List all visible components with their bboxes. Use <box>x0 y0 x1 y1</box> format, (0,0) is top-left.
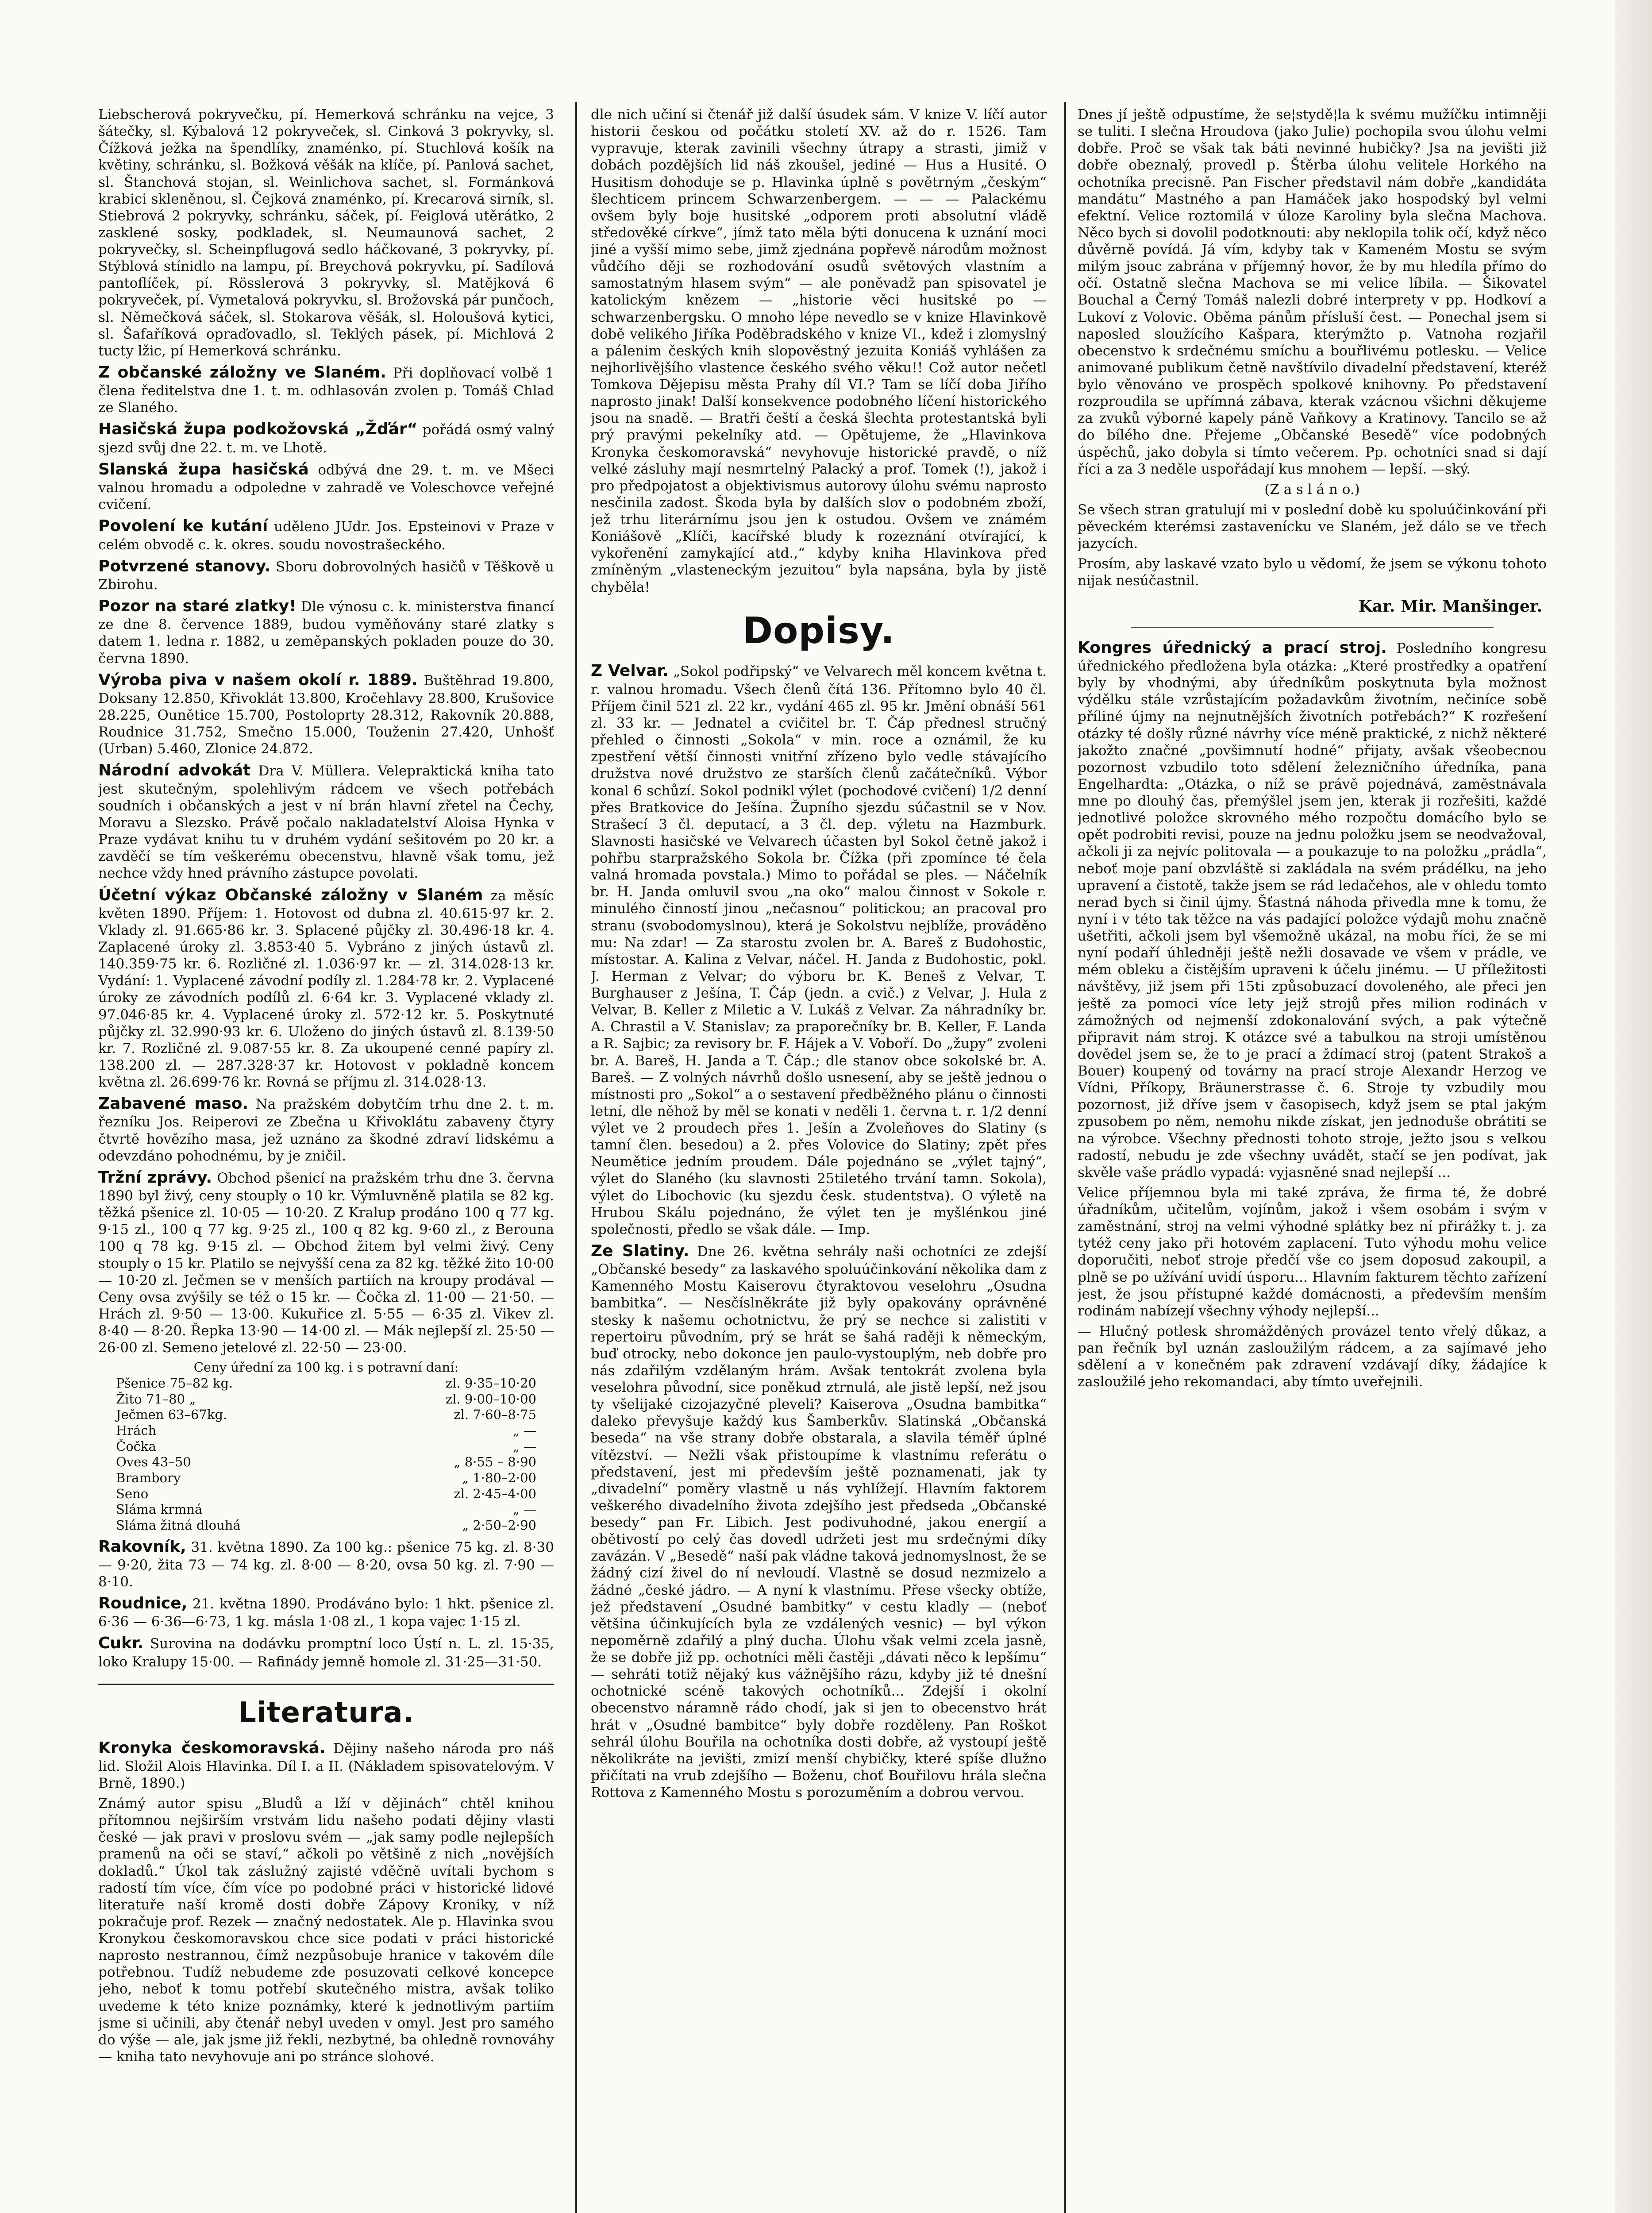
price-commodity: Seno <box>116 1486 149 1501</box>
news-headline: Národní advokát <box>98 761 251 780</box>
price-row <box>98 1454 554 1470</box>
news-item <box>591 1241 1047 1801</box>
news-item <box>98 761 554 882</box>
news-headline: Rakovník, <box>98 1537 186 1556</box>
news-headline: Roudnice, <box>98 1594 188 1613</box>
news-item <box>98 1739 554 1792</box>
page-edge <box>1615 0 1652 2213</box>
news-headline: Hasičská župa podkožovská „Žďár“ <box>98 420 418 439</box>
news-headline: Povolení ke kutání <box>98 517 268 536</box>
news-text: Buštěhrad 19.800, Doksany 12.850, Křivoklát 13.800, Kročehlavy 28.800, Krušovice 28.225, Ounětice 15.700, Postoloprty 28.312, Rakovník 20.888, Roudnice 31.752, Smečno 15.000, Touženin 27.420, Unhošť (Urban) 5.460, Zlonice 24.872. <box>98 672 554 757</box>
price-row <box>98 1407 554 1423</box>
column-3 <box>1078 106 1547 2213</box>
price-value: „ — <box>512 1423 536 1438</box>
price-row <box>98 1423 554 1439</box>
news-text: Na pražském dobytčím trhu dne 2. t. m. řezníku Jos. Reiperovi ze Zbečna u Křivoklátu zabaveny čtyry čtvrtě hovězího masa, jež uznáno za škodné zdraví lidskému a odevzdáno pohodnému, by je zničil. <box>98 1096 554 1164</box>
price-value: „ 1·80–2·00 <box>462 1470 536 1485</box>
news-text: Sboru dobrovolných hasičů v Těškově u Zbirohu. <box>98 559 554 593</box>
news-item <box>1078 638 1547 1181</box>
news-headline: Účetní výkaz Občanské záložny v Slaném <box>98 886 483 904</box>
news-text: Při doplňovací volbě 1 člena ředitelstva dne 1. t. m. odhlasován zvolen p. Tomáš Chlad ze Slaného. <box>98 365 554 416</box>
price-table-title: Ceny úřední za 100 kg. i s potravní daní: <box>193 1360 459 1375</box>
section-rule <box>1131 627 1494 628</box>
news-headline: Kongres úřednický a prací stroj. <box>1078 638 1387 657</box>
news-item <box>98 460 554 513</box>
news-text: Obchod pšenicí na pražském trhu dne 3. června 1890 byl živý, ceny stouply o 10 kr. Výmluvněně platila se 82 kg. těžká pšenice zl. 10·05 — 10·20. Z Kralup prodáno 100 q 77 kg. 9·15 zl., 100 q 77 kg. 9·25 zl., 100 q 82 kg. 9·60 zl., z Berouna 100 q 78 kg. 9·15 zl. — Obchod žitem byl velmi živý. Ceny stouply o 15 kr. Platilo se nejvyšší cena za 82 kg. těžké žito 10·00 — 10·20 zl. Ječmen se v menších partiích na kroupy prodával — Ceny ovsa zvýšily se též o 15 kr. — Čočka zl. 11·00 — 21·50. — Hrách zl. 9·50 — 13·00. Kukuřice zl. 5·55 — 6·35 zl. Vikev zl. 8·40 — 8·20. Řepka 13·90 — 14·00 zl. — Mák nejlepší zl. 25·50 — 26·00 zl. Semeno jetelové zl. 22·50 — 23·00. <box>98 1170 554 1356</box>
price-value: „ 2·50–2·90 <box>462 1517 536 1533</box>
news-text: Posledního kongresu úřednického předložena byla otázka: „Které prostředky a opatření byly by vhodnými, aby úředníkům poskytnuta byla možnost výdělku stále vzrůstajícím požadavkům životním, nečiníce sobě příliné újmy na nejnutnějších životních potřebách?“ K rozřešení otázky té došly různé návrhy více méně praktické, z nichž některé jakožto značné „povšimnutí hodné“ přijaty, avšak všeobecnou pozornost vzbudilo toto sdělení železničního úředníka, pana Engelhardta: „Otázka, o níž se právě pojednává, zaměstnávala mne po dlouhý čas, přemýšlel jsem jen, kterak ji rozřešiti, každé jednotlivé položce skrovného mého rozpočtu domácího bylo se opět podrobiti revisi, pouze na jednu položku jsem se neodvažoval, ačkoli ji za nejvíc politovala — a poukazuje to na položku „prádla“, neboť moje paní obzvláště si zakládala na svém prádélku, na jeho upravení a čistotě, takže jsem se rád ledačehos, ale v ohledu tomto nerad bych si činil újmy. Šťastná náhoda přivedla mne k tomu, že nyní i v této tak těžce na vás padající položce výdajů mohu značně ušetřiti, ačkoli jsem byl všemožně ukázal, na mobu říci, že se mi nyní podaří úhledněji ještě nežli dosavade ve všem v prádle, ve mém obleku a čistějším upraveni k účelu jinému. — U příležitosti návštěvy, již jsem při 15ti způsobuzací dovoleného, ale přeci jen ještě za pomoci více lety jejž strojů přes milion rodinách v zámožných od nejmenší zdokonalování svých, a pak výtečně připravit nám stroj. K otázce své a tabulkou na stroji umístěnou dovědel jsem se, že to je prací a ždímací stroj (patent Strakoš a Bouer) koupený od továrny na prací stroje Alexandr Herzog ve Vídni, Příkopy, Bräunerstrasse č. 6. Stroje ty vzbudily mou pozornost, již dříve jsem v časopisech, když jsem se ptal jakým zpusobem po něm, nemohu nikde získat, jen jednoduše obrátiti se na výrobce. Všechny přednosti tohoto stroje, ježto jsou s velkou radostí, nebudu je zde všechny uvádět, stačí se jen podívat, jak skvěle vaše prádlo vypadá: vyjasněné snad nejlepší ... <box>1078 640 1547 1180</box>
news-headline: Pozor na staré zlatky! <box>98 597 297 616</box>
price-commodity: Hrách <box>116 1423 157 1438</box>
news-text: Dle výnosu c. k. ministerstva financí ze dne 8. července 1889, budou vyměňovány staré zlatky s datem 1. ledna r. 1882, u zeměpanských pokladen pouze do 30. června 1890. <box>98 599 554 667</box>
news-headline: Tržní zprávy. <box>98 1168 212 1187</box>
paragraph: Dnes jí ještě odpustíme, že se¦stydě¦la k svému mužíčku intimněji se tuliti. I slečna Hroudova (jako Julie) pochopila svou úlohu velmi dobře. Proč se však tak báti nevinné hubičky? Jsa na jevišti již dobře obeznalý, provedl p. Štěrba úlohu velitele Horkého na ochotníka precisně. Pan Fischer představil nám dobře „kandidáta mandátu“ Mastného a pan Hamáček jako hospodský byl velmi efektní. Velice roztomilá v úloze Karoliny byla slečna Machova. Něco bych si dovolil podotknouti: aby neklopila tolik očí, když něco důvěrně povídá. Já vím, kdyby tak v Kameném Mostu se svým milým jsouc zabrána v příjemný hovor, že by mu hledíla přímo do očí. Ostatně slečna Machova se mi velice líbila. — Šikovatel Bouchal a Černý Tomáš nalezli dobré interprety v pp. Hodkoví a Lukoví z Volovic. Oběma pánům přísluší čest. — Ponechal jsem si naposled sloužícího Kašpara, kterýmžto p. Vatnoha rozjařil obecenstvo k srdečnému smíchu a bouřlivému potlesku. — Velice animované publikum četně navštívilo divadelní představení, kteréž bylo věnováno ve prospěch spolkové knihovny. Po představení rozproudila se upřímná zábava, kterak vzácnou všichni děkujeme za zvuků výborné kapely páně Vaňkovy a Kratinovy. Tancilo se až do bílého dne. Přejeme „Občanské Besedě“ více podobných úspěchů, jako dobyla si tímto večerem. Pp. ochotníci snad si dají říci a za 3 neděle uspořádají kus mnohem — lepší. —ský. <box>1078 107 1547 477</box>
news-item <box>98 1168 554 1357</box>
paragraph: Liebscherová pokryvečku, pí. Hemerková schránku na vejce, 3 šátečky, sl. Kýbalová 12 pokryveček, sl. Cinková 3 pokryvky, sl. Čížková ježka na špendlíky, znaménko, pí. Stuchlová košík na květiny, schránku, sl. Božková věšák na klíče, pí. Panlová sachet, sl. Štanchová stojan, sl. Weinlichova sachet, sl. Formánková krabici skleněnou, sl. Čejková znaménko, pí. Krecarová sirník, sl. Stiebrová 2 pokryvky, schránku, sáček, pí. Feiglová utěrátko, 2 zasklené sosky, podkladek, sl. Neumaunová sachet, 2 pokryvečky, sl. Scheinpflugová sedlo háčkované, 3 pokryvky, pí. Stýblová stínidlo na lampu, pí. Breychová pokryvku, pí. Sadílová pantoflíček, pí. Rösslerová 3 pokryvky, sl. Matějková 6 pokryveček, pí. Vymetalová pokryvku, sl. Brožovská pár punčoch, sl. Němečková sáček, sl. Stokarova věšák, sl. Holoušová kytici, sl. Šafaříková opraďovadlo, sl. Teklých pásek, pí. Michlová 2 tucty lžic, pí Hemerková schránku. <box>98 107 554 359</box>
news-text: 21. května 1890. Prodáváno bylo: 1 hkt. pšenice zl. 6·36 — 6·36—6·73, 1 kg. másla 1·08 zl., 1 kopa vajec 1·15 zl. <box>98 1596 554 1630</box>
price-value: „ — <box>512 1438 536 1454</box>
news-text: Dne 26. května sehrály naši ochotníci ze zdejší „Občanské besedy“ za laskavého spoluúčinkování několika dam z Kamenného Mostu Kaiserovu čtyraktovou veselohru „Osudna bambitka“. — Nesčíslněkráte již byly opakovány oprávněné stesky k našemu ochotnictvu, že prý se nechce si zalistiti v repertoiru původním, prý se hrát se šahá raději k německým, buď otrocky, nebo dokonce jen paulo-vystouplým, neb dobře pro nás zdařilým vzdělaným hrám. Avšak tentokrát zvolena byla veselohra původní, sice poněkud ztrnulá, ale jistě lepší, než jsou ty všelijaké cizojazyčné pleveli? Kaiserova „Osudna bambitka“ daleko převyšuje každý kus Šamberkův. Slatinská „Občanská beseda“ na vše strany dobře obstarala, a slavila téměř úplné vítězství. — Nežli však přistoupíme k vlastnímu referátu o představení, jest mi především ještě poznamenati, jak ty „divadelní“ poměry vlastně u nás vyhlížejí. Hlavním faktorem veškerého divadelního života zdejšího jest předseda „Občanské besedy“ pan Fr. Libich. Jest podivuhodné, jakou energií a obětivostí po celý čas dovedl udržeti jest mu srdečnými díky zavázán. V „Besedě“ naší pak vládne taková jednomyslnost, že se žádný cizí živel do ní nevloudí. Vlastně se dosud nezmizelo a žádné „české jádro. — A nyní k vlastnímu. Přese všecky obtíže, jež představení „Osudné bambitky“ v cestu kladly — (neboť většina účinkujících byla ze vzdálených vesnic) — byl výkon nepoměrně zdařilý a plný ducha. Úlohu však velmi zcela jasně, že se dobře již pp. ochotníci měli častěji „dávati něco k lepšímu“ — sehráti totiž nějaký kus vážnějšího rázu, kdyby již té dnešní ochotnické scéně takových ochotníků... Zdejší i okolní obecenstvo náramně rádo chodí, jak si jen to obecenstvo hrát hrát v „Osudné bambitce“ byly dobře rozděleny. Pan Roškot sehrál úlohu Bouřila na ochotníka dosti dobře, až vystoupí ještě několikráte na jevišti, zmizí menší chybičky, které spíše dlužno přičítati na vrub zdejšího — Boženu, choť Bouřilovu hrála slečna Rottova z Kamenného Mostu s porozuměním a dobrou vervou. <box>591 1243 1047 1801</box>
news-text: za měsíc květen 1890. Příjem: 1. Hotovost od dubna zl. 40.615·97 kr. 2. Vklady zl. 91.665·86 kr. 3. Splacené půjčky zl. 30.496·18 kr. 4. Zaplacené úroky zl. 3.853·40 5. Vybráno z jiných ústavů zl. 140.359·75 kr. 6. Rozličné zl. 1.036·97 kr. — zl. 314.028·13 kr. Vydání: 1. Vyplacené závodní podíly zl. 1.284·78 kr. 2. Vyplacené úroky ze závodních podílů zl. 6·64 kr. 3. Vyplacené vklady zl. 97.046·85 kr. 4. Vyplacené úroky zl. 572·12 kr. 5. Poskytnuté půjčky zl. 32.990·93 kr. 6. Uloženo do jiných ústavů zl. 8.139·50 kr. 7. Rozličné zl. 9.087·55 kr. 8. Za ukoupené cenné papíry zl. 138.200 zl. — 287.328·37 kr. Hotovost v pokladně koncem května zl. 26.699·76 kr. Rovná se příjmu zl. 314.028·13. <box>98 887 554 1091</box>
news-headline: Ze Slatiny. <box>591 1241 689 1260</box>
section-subheading: (Z a s l á n o.) <box>1264 481 1360 497</box>
column-divider <box>575 102 577 2213</box>
price-row <box>98 1502 554 1518</box>
news-item <box>591 661 1047 1238</box>
price-value: zl. 7·60–8·75 <box>454 1407 536 1423</box>
price-commodity: Sláma žitná dlouhá <box>116 1517 241 1533</box>
news-item <box>98 557 554 593</box>
price-row <box>98 1439 554 1455</box>
price-value: „ 8·55 – 8·90 <box>454 1454 536 1470</box>
paragraph: Známý autor spisu „Bludů a lží v dějinách“ chtěl knihou přítomnou nejširším vrstvám lidu našeho podati dějiny vlasti české — jak pravi v proslovu svém — „jak samy podle nejlepších pramenů na oči se staví,“ ačkoli po většině z nich „novějších dokladů.“ Úkol tak záslužný zajisté vděčně uvítali bychom s radostí tím více, čím více po podobné práci v historické lidové literatuře naší kromě dosti dobře Zápovy Kroniky, v níž pokračuje prof. Rezek — značný nedostatek. Ale p. Hlavinka svou Kronykou českomoravskou chce sice podati v práci historické naprosto nestrannou, čímž nezpůsobuje hranice v takovém díle potřebnou. Tudíž nebudeme zde posuzovati celkové koncepce jeho, neboť k tomu potřebí skutečného mistra, avšak toliko uvedeme k této knize poznámky, které k jednotlivým partiím jsme si učinili, aby čtenář nebyl uveden v omyl. Jest pro samého do výše — ale, jak jsme již řekli, nezbytné, ba ohledně rovnováhy — kniha tato nevyhovuje ani po stránce slohové. <box>98 1796 554 2065</box>
price-row <box>98 1518 554 1534</box>
column-divider <box>1064 102 1066 2213</box>
news-headline: Potvrzené stanovy. <box>98 557 271 575</box>
news-item <box>98 1094 554 1164</box>
price-table <box>98 1360 554 1533</box>
price-row <box>98 1376 554 1392</box>
news-item <box>98 1634 554 1670</box>
price-commodity: Žito 71–80 „ <box>116 1391 196 1407</box>
news-item <box>98 1594 554 1630</box>
news-headline: Zabavené maso. <box>98 1095 249 1113</box>
news-item <box>98 671 554 758</box>
price-commodity: Čočka <box>116 1438 156 1454</box>
paragraph: — Hlučný potlesk shromážděných provázel tento vřelý důkaz, a pan řečník byl uznán zasloužilým rádcem, a za sajímavé jeho sdělení a v konečném pak zdravení vzdávají díky, žádajíce k zasloužilé jeho rekomandaci, aby tímto uveřejnili. <box>1078 1323 1547 1390</box>
price-value: zl. 2·45–4·00 <box>454 1486 536 1501</box>
news-text: 31. května 1890. Za 100 kg.: pšenice 75 kg. zl. 8·30 — 9·20, žita 73 — 74 kg. zl. 8·00 — 8·20, ovsa 50 kg. zl. 7·90 — 8·10. <box>98 1539 554 1590</box>
paragraph: Velice příjemnou byla mi také zpráva, že firma té, že dobré úřadníkům, učitelům, vojínům, jakož i všem osobám i svým v zaměstnání, stroj na velmi výhodné splátky bez ní přirážky t. j. za tytéž ceny jako při hotovém zaplacení. Tuto výhodu mohu velice doporučiti, neboť stroje předčí vše co jsem doposud zakoupil, a plně se po užívání uvidí úsporu... Hlavním fakturem těchto zařízení jest, že jsou přístupné každé domácnosti, a především menším rodinám nabízejí všechny výhody nejlepší... <box>1078 1184 1547 1319</box>
section-heading: Dopisy. <box>742 609 895 652</box>
price-value: „ — <box>512 1502 536 1517</box>
price-commodity: Sláma krmná <box>116 1502 203 1517</box>
news-item <box>98 886 554 1091</box>
news-text: „Sokol podřipský“ ve Velvarech měl koncem května t. r. valnou hromadu. Všech členů čítá 136. Přítomno bylo 40 čl. Příjem činil 521 zl. 22 kr., vydání 465 zl. 95 kr. Jmění obnáší 561 zl. 33 kr. — Jednatel a cvičitel br. T. Čáp přednesl stručný přehled o činnosti „Sokola“ v min. roce a oznámil, že ku zpestření větší činnosti vnitřní zřízeno bylo vedle stávajícího družstva nové družstvo ze starších členů začátečníků. Výbor konal 6 schůzí. Sokol podnikl výlet (pochodové cvičení) 1/2 denní přes Bratkovice do Ješína. Župního sjezdu súčastnil se v Nov. Strašecí 3 čl. deputací, a 3 čl. dep. výletu na Hazmburk. Slavnosti hasičské ve Velvarech účasten byl Sokol četně jakož i pohřbu starpražského Sokola br. Čížka (při zpomínce té čela valná hromada povstala.) Mimo to pořádal se ples. — Náčelník br. H. Janda omluvil svou „na oko“ malou činnost v Sokole r. minulého činností jinou „nečasnou“ politickou; an pracoval pro stranu (svobodomyslnou), která je Sokolstvu nejblíže, prováděno mu: Na zdar! — Za starostu zvolen br. A. Bareš z Budohostic, místostar. A. Kalina z Velvar, náčel. H. Janda z Budohostic, pokl. J. Herman z Velvar; do výboru br. K. Beneš z Velvar, T. Burghauser z Ješína, T. Čáp (jedn. a cvič.) z Velvar, J. Hula z Velvar, B. Keller z Miletic a V. Lukáš z Velvar. Za náhradníky br. A. Chrastil a V. Stanislav; za praporečníky br. B. Keller, F. Landa a R. Sajbic; za revisory br. F. Hájek a V. Voboří. Do „župy“ zvoleni br. A. Bareš, H. Janda a T. Čáp.; dle stanov obce sokolské br. A. Bareš. — Z volných návrhů došlo usnesení, aby se ještě jednou o místnosti pro „Sokol“ a o sestavení předběžného plánu o činnosti letní, dle něhož by měl se konati v neděli 1. června t. r. 1/2 denní výlet ve 2 proudech přes 1. Ješín a Zvoleňoves do Slatiny (s tamní člen. besedou) a 2. přes Volovice do Slatiny; zpět přes Neumětice jedním proudem. Dále pojednáno se „výlet tajný“, výlet do Slaného (ku slavnosti 25tiletého trvání tamn. Sokola), výlet do Libochovic (ku sjezdu česk. studentstva). O výletě na Hrubou Skálu pojednáno, že výlet ten je myšlénkou jiné společnosti, předlo se však dále. — Imp. <box>591 663 1047 1238</box>
news-headline: Slanská župa hasičská <box>98 460 309 478</box>
column-1 <box>98 106 554 2213</box>
news-text: Surovina na dodávku promptní loco Ústí n. L. zl. 15·35, loko Kralupy 15·00. — Rafinády jemně homole zl. 31·25—31·50. <box>98 1636 554 1670</box>
news-headline: Z občanské záložny ve Slaném. <box>98 363 386 382</box>
price-value: zl. 9·00–10·00 <box>445 1391 536 1407</box>
news-item <box>98 420 554 456</box>
price-row <box>98 1392 554 1407</box>
price-commodity: Brambory <box>116 1470 181 1485</box>
news-text: Dějiny našeho národa pro náš lid. Složil Alois Hlavinka. Díl I. a II. (Nákladem spisovatelovým. V Brně, 1890.) <box>98 1740 554 1791</box>
news-item <box>98 517 554 553</box>
news-headline: Výroba piva v našem okolí r. 1889. <box>98 671 418 689</box>
news-headline: Cukr. <box>98 1634 144 1653</box>
news-text: pořádá osmý valný sjezd svůj dne 22. t. m. ve Lhotě. <box>98 422 554 456</box>
news-item <box>98 363 554 416</box>
paragraph: Prosím, aby laskavé vzato bylo u vědomí, že jsem se výkonu tohoto nijak nesúčastnil. <box>1078 556 1547 589</box>
signature: Kar. Mir. Manšinger. <box>1358 597 1542 616</box>
price-commodity: Ječmen 63–67kg. <box>116 1407 227 1423</box>
paragraph: Se všech stran gratulují mi v poslední době ku spoluúčinkování při pěveckém kterémsi zastavenícku ve Slaném, jež dálo se ve třech jazycích. <box>1078 501 1547 552</box>
price-row <box>98 1486 554 1502</box>
news-text: uděleno JUdr. Jos. Epsteinovi v Praze v celém obvodě c. k. okres. soudu novostrašeckého. <box>98 519 554 553</box>
price-commodity: Pšenice 75–82 kg. <box>116 1375 233 1391</box>
price-commodity: Oves 43–50 <box>116 1454 191 1470</box>
news-headline: Z Velvar. <box>591 662 669 680</box>
news-text: odbývá dne 29. t. m. ve Mšeci valnou hromadu a odpoledne v zahradě ve Voleschovce veřejné cvičení. <box>98 462 554 513</box>
news-headline: Kronyka českomoravská. <box>98 1739 326 1757</box>
news-text: Dra V. Müllera. Velepraktická kniha tato jest skutečným, spolehlivým rádcem ve všech potřebách soudních i občanských a jest v ní brán hlavní zřetel na Čechy, Moravu a Slezsko. Právě počalo nakladatelství Aloisa Hynka v Praze vydávat knihu tu v druhém vydání sešitovém po 20 kr. a zavděčí se tím veškerému obecenstvu, hlavně však tomu, jež nechce vždy hned právního zástupce povolati. <box>98 763 554 882</box>
section-heading: Literatura. <box>98 1684 554 1731</box>
price-value: zl. 9·35–10·20 <box>445 1375 536 1391</box>
paragraph: dle nich učiní si čtenář již další úsudek sám. V knize V. líčí autor historii českou od počátku století XV. až do r. 1526. Tam vypravuje, kterak zavinili všechny útrapy a strasti, jimiž v dobách pozdějších lid náš zkoušel, jediné — Hus a Husité. O Husitism dohoduje se p. Hlavinka úplně s povětrným „českým“ šlechticem princem Schwarzenbergem. — — — Palackému ovšem byly boje husitské „odporem proti absolutní vládě středověké církve“, jímž tato měla býti donucena k uznání moci jiné a vyšší mimo sebe, jimž zjednána popřevě národům možnost vůdčího ději se rozhodování osudů světových vlastním a samostatným hlasem svým“ — ale poněvadž pan spisovatel je katolickým knězem — „historie věci husitské po — schwarzenbergsku. O mnoho lépe nevedlo se v knize Hlavinkově době velikého Jiříka Poděbradského v knize VI., kdež i zlomyslný a pálenim českých knih slopověstný jezuita Koniáš vyhlášen za nejhorlivějšího vlastence českého svého věku!! Což autor nečetl Tomkova Dějepisu města Prahy díl VI.? Tam se líčí doba Jiřího naprosto jinak! Další konsekvence podobného líčení historického jsou na snadě. — Bratři čeští a česká šlechta protestantská byli prý pravými pekelníky atd. — Opětujeme, že „Hlavinkova Kronyka českomoravská“ nevyhovuje historické pravdě, o níž velké zásluhy mají nesmrtelný Palacký a prof. Tomek (!), jakož i pro předpojatost a objektivismus autorovy úlohu svému naprosto nesčinila zadost. Škoda byla by dalších slov o podobném zboží, jež trhu literárnímu jsou jen k ostudou. Ovšem ve známém Koniášově „Klíči, kacířské bludy k rozeznání otvírající, k vykořenění zamykající atd.,“ kdyby kniha Hlavinkova před zmíněným „vlasteneckým jezuitou“ byla napsána, byla by jistě chyběla! <box>591 107 1047 595</box>
price-row <box>98 1470 554 1486</box>
column-2 <box>591 106 1047 2213</box>
news-item <box>98 1537 554 1591</box>
news-item <box>98 597 554 667</box>
